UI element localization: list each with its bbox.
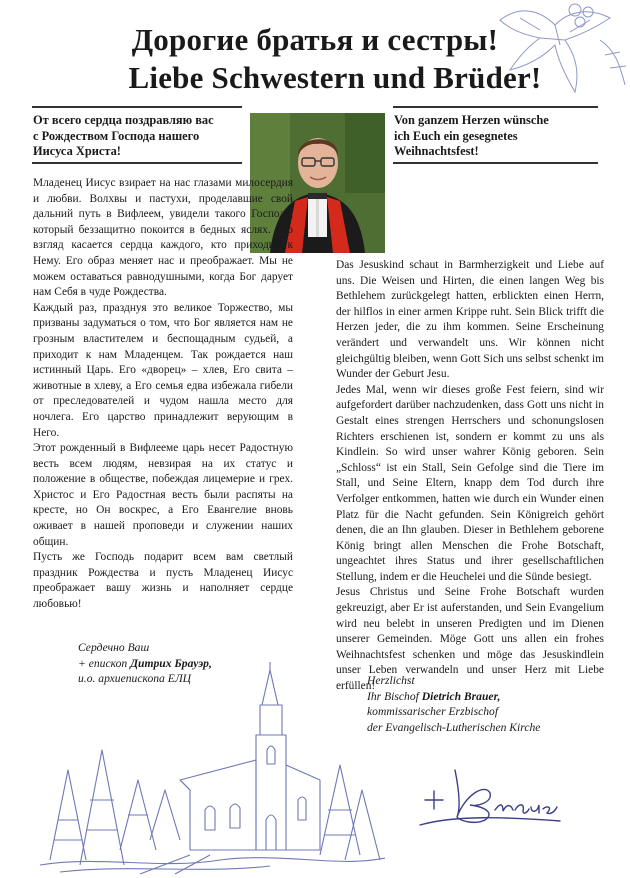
russian-column [33, 176, 293, 613]
paragraph: Пусть же Господь подарит всем вам светлый праздник Рождества и пусть Младенец Иисус преображает вашу жизнь и наполняет сердце любовью! [33, 551, 293, 611]
sig-role: и.о. архиепископа ЕЛЦ [78, 672, 192, 686]
paragraph: Jesus Christus und Seine Frohe Botschaft wurden gekreuzigt, aber Er ist auferstanden, und Sein Evangelium wird neu belebt in unseren Predigten und im Dienen unserer Gemeinden. Möge Gott uns allen ein frohes Weihnachtsfest schenken und möge das Jesuskindlein unser Leben verwandeln und unser Herz mit Liebe erfüllen! [336, 586, 604, 693]
title-russian: Дорогие братья и сестры! [131, 22, 499, 57]
handwritten-signature [415, 755, 565, 830]
title-german: Liebe Schwestern und Brüder! [128, 60, 542, 95]
heading-de-line: Weihnachtsfest! [394, 144, 479, 158]
heading-german [394, 113, 604, 160]
heading-ru-line: с Рождеством Господа нашего [33, 128, 200, 143]
heading-ru-line: Иисуса Христа! [33, 144, 121, 158]
paragraph: Каждый раз, празднуя это великое Торжество, мы призваны задуматься о том, что Бог является нам не грозным властителем и беспощадным судьей, а приходит к нам Младенцем. Так рождается наш истинный Царь. Его «дворец» – хлев, Его свита – животные в хлеву, а Его семья едва избежала гибели от преследователей и чудом нашла место для ночлега. Его царство принадлежит верующим в Него. [33, 301, 293, 439]
rule-right [393, 106, 598, 108]
rule-right-bottom [393, 162, 598, 164]
heading-de-line: ich Euch ein gesegnetes [394, 128, 518, 143]
paragraph: Младенец Иисус взирает на нас глазами милосердия и любви. Волхвы и пастухи, проделавшие свой дальний путь в Вифлеем, увидели такого Господа, который беззащитно покоится в бедных яслях. Его взгляд касается сердца каждого, кто приходит к Нему. Его образ меняет нас и преображает. Мы не можем оставаться равнодушными, когда Бог дарует нам Себя в чуде Рождества. [33, 177, 293, 299]
sig-name: Дитрих Брауэр, [130, 656, 212, 670]
paragraph: Das Jesuskind schaut in Barmherzigkeit und Liebe auf uns. Die Weisen und Hirten, die einen langen Weg bis Bethlehem zurückgelegt hatten, erblickten einen Herrn, der hilflos in einer armen Krippe ruht. Sein Blick trifft die Herzen jeder, die zu ihm kommen. Seine Erscheinung verändert und verwandelt uns. Wir können nicht gleichgültig bleiben, wenn Gott Sich uns selbst schenkt im Wunder der Geburt Jesu. [336, 259, 604, 381]
paragraph: Jedes Mal, wenn wir dieses große Fest feiern, sind wir aufgefordert darüber nachzudenken, dass Gott uns nicht in Gestalt eines strengen Herrschers und schonungslosen Richters erschienen ist, sondern er kommt zu uns als Kindlein. So wird unser wahrer König geboren. Sein „Schloss“ ist ein Stall, Sein Gefolge sind die Tiere im Stall, und Seine Eltern, knapp dem Tod durch ihre Verfolger entkommen, hatten wie durch ein Wunder einen Platz für die Nacht gefunden. Sein Königreich gehört denen, die an Ihn glauben. Dieser in Bethlehem geborene König bringt allen Menschen die Frohe Botschaft, ungeachtet ihres Status und ihrer gesellschaftlichen Stellung, indem er die Heuchelei und die Sünde besiegt. [336, 383, 604, 583]
paragraph: Этот рожденный в Вифлееме царь несет Радостную весть всем людям, невзирая на их статус и положение в обществе, побеждая лицемерие и грех. Христос и Его Радостная весть были распяты на кресте, но Он воскрес, а Его Евангелие вновь оживает в нашей проповеди и служении наших общин. [33, 442, 293, 548]
church-drawing [40, 660, 385, 875]
sig-prefix: + епископ [78, 656, 131, 670]
sig-role: der Evangelisch-Lutherischen Kirche [367, 720, 541, 734]
heading-ru-line: От всего сердца поздравляю вас [33, 113, 214, 127]
rule-left [32, 106, 242, 108]
rule-left-bottom [32, 162, 242, 164]
sig-name-line [367, 689, 617, 705]
sig-role: kommissarischer Erzbischof [367, 705, 499, 719]
heading-russian [33, 113, 248, 160]
sig-prefix: Ihr Bischof [367, 689, 422, 703]
sig-greeting: Сердечно Ваш [78, 641, 150, 654]
german-column [336, 258, 604, 695]
heading-de-line: Von ganzem Herzen wünsche [394, 113, 549, 127]
signature-german [367, 673, 617, 735]
sig-greeting: Herzlichst [367, 674, 415, 687]
sig-name: Dietrich Brauer, [421, 689, 501, 703]
